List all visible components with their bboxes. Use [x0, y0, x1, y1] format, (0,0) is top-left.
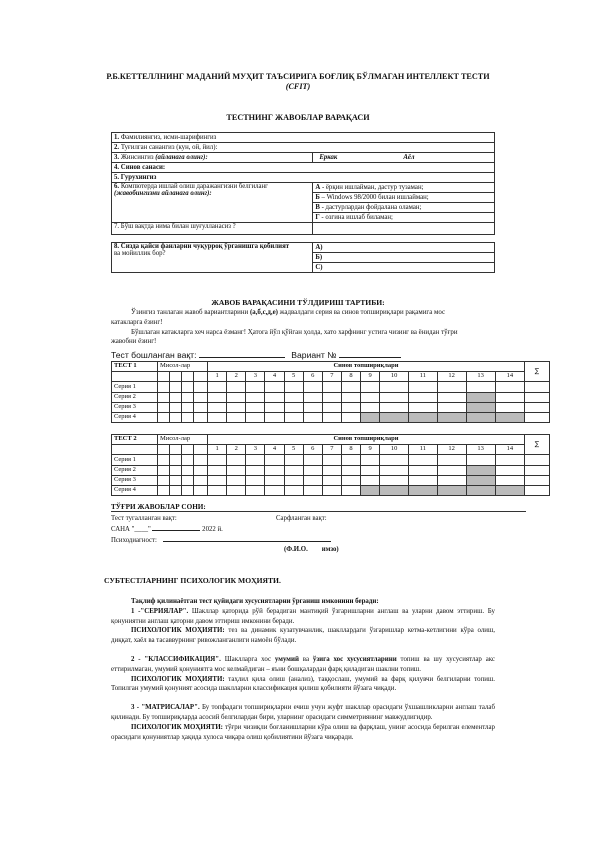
task-number: 6 [303, 372, 322, 382]
test2-sum-icon: ∑ [525, 435, 550, 455]
task-number: 2 [227, 445, 246, 455]
example-answer-cell[interactable] [170, 455, 182, 465]
task-answer-cell[interactable] [284, 402, 303, 412]
test1-label: ТЕСТ 1 [112, 362, 158, 372]
task-number: 9 [361, 445, 380, 455]
task-answer-cell[interactable] [246, 382, 265, 392]
series-label: Серия 4 [112, 412, 158, 422]
info-row-group [112, 173, 495, 183]
task-answer-cell [380, 412, 409, 422]
gender-male[interactable]: Еркак [319, 153, 338, 161]
task-answer-cell[interactable] [265, 465, 284, 475]
task-number: 7 [322, 372, 341, 382]
series-label: Серия 1 [112, 455, 158, 465]
series-row [112, 412, 550, 422]
task-answer-cell[interactable] [341, 465, 360, 475]
task-answer-cell[interactable] [227, 455, 246, 465]
series-row [112, 402, 550, 412]
task-answer-cell [466, 412, 495, 422]
task-answer-cell[interactable] [303, 465, 322, 475]
subtest-3: 3 - "МАТРИСАЛАР". Бу топфадаги топшириқларни ечиш учун жуфт шакллар орасидаги ўхшашликларни англаш талаб қилинади. Бу топшириқларда асосий белгилардан бири, уларнинг орасидаги симметриянинг мавжудлигидир. [111, 704, 495, 721]
psychodiagnost-label: Психодиагност: [111, 537, 157, 544]
task-answer-cell[interactable] [409, 392, 437, 402]
task-answer-cell[interactable] [341, 412, 360, 422]
task-answer-cell[interactable] [284, 382, 303, 392]
task-answer-cell[interactable] [361, 392, 380, 402]
document-title: Р.Б.КЕТТЕЛЛНИНГ МАДАНИЙ МУҲИТ ТАЪСИРИГА БОҒЛИҚ БЎЛМАГАН ИНТЕЛЛЕКТ ТЕСТИ [106, 72, 490, 81]
gender-label: 3. Жинсингиз (айланага олинг): [112, 153, 313, 163]
example-answer-cell[interactable] [158, 455, 170, 465]
example-answer-cell[interactable] [170, 485, 182, 495]
series-label: Серия 3 [112, 402, 158, 412]
task-number: 4 [265, 445, 284, 455]
task-answer-cell[interactable] [437, 392, 466, 402]
task-answer-cell[interactable] [437, 382, 466, 392]
task-answer-cell[interactable] [322, 475, 341, 485]
variant-field[interactable] [339, 351, 401, 358]
computer-skill-label: 6. Компютерда ишлай олиш даражангизни белгиланг (жавобингизни айланага олинг): [112, 183, 313, 223]
example-header-cell [182, 372, 194, 382]
subtests-intro: Тақлиф қилинаётган тест қуйидаги хусусиятларни ўрганиш имконини беради: [131, 598, 379, 605]
task-answer-cell[interactable] [361, 455, 380, 465]
task-answer-cell[interactable] [303, 455, 322, 465]
task-answer-cell[interactable] [227, 485, 246, 495]
series-sum-cell[interactable] [525, 382, 550, 392]
task-answer-cell[interactable] [284, 475, 303, 485]
task-answer-cell[interactable] [409, 382, 437, 392]
example-answer-cell[interactable] [182, 465, 194, 475]
task-answer-cell[interactable] [303, 402, 322, 412]
series-sum-cell[interactable] [525, 455, 550, 465]
task-answer-cell[interactable] [437, 402, 466, 412]
task-number: 2 [227, 372, 246, 382]
task-answer-cell[interactable] [495, 402, 524, 412]
example-answer-cell[interactable] [182, 485, 194, 495]
task-answer-cell[interactable] [495, 475, 524, 485]
task-number: 1 [208, 372, 227, 382]
task-answer-cell [409, 412, 437, 422]
task-answer-cell[interactable] [341, 485, 360, 495]
date-row [111, 524, 223, 534]
task-answer-cell[interactable] [265, 455, 284, 465]
series-sum-cell[interactable] [525, 412, 550, 422]
example-answer-cell[interactable] [194, 465, 208, 475]
task-answer-cell [495, 412, 524, 422]
test2-tasks-header: Синов топшириқлари [208, 435, 525, 445]
example-answer-cell[interactable] [170, 412, 182, 422]
gender-female[interactable]: Аёл [403, 153, 415, 161]
hobby-label: 7. Бўш вақтда нима билан шуғулланасиз ? [112, 223, 313, 235]
psychodiagnost-field[interactable] [163, 535, 331, 542]
task-number: 10 [380, 445, 409, 455]
skill-option-a[interactable]: А - ёрқин ишлайман, дастур тузаман; [313, 183, 495, 193]
info-row-birth [112, 143, 495, 153]
series-row [112, 465, 550, 475]
task-answer-cell[interactable] [246, 465, 265, 475]
task-answer-cell [466, 485, 495, 495]
example-answer-cell[interactable] [182, 382, 194, 392]
example-header-cell [170, 445, 182, 455]
example-answer-cell[interactable] [182, 412, 194, 422]
task-answer-cell[interactable] [303, 485, 322, 495]
skill-option-b[interactable]: Б – Windows 98/2000 билан ишлайман; [313, 193, 495, 203]
task-answer-cell[interactable] [246, 475, 265, 485]
example-answer-cell[interactable] [158, 402, 170, 412]
task-answer-cell[interactable] [265, 412, 284, 422]
test1-examples-header: Мисол-лар [158, 362, 208, 372]
series-sum-cell[interactable] [525, 465, 550, 475]
task-answer-cell[interactable] [341, 382, 360, 392]
example-answer-cell[interactable] [182, 455, 194, 465]
task-answer-cell [466, 465, 495, 475]
test1-column-numbers [112, 372, 550, 382]
example-header-cell [158, 445, 170, 455]
example-answer-cell[interactable] [170, 382, 182, 392]
info-table [111, 132, 495, 273]
signature-caption: (Ф.И.О. имзо) [284, 546, 339, 553]
task-answer-cell[interactable] [322, 402, 341, 412]
task-answer-cell[interactable] [322, 382, 341, 392]
example-answer-cell[interactable] [182, 475, 194, 485]
task-answer-cell[interactable] [284, 465, 303, 475]
example-answer-cell[interactable] [194, 412, 208, 422]
subject-answer-b[interactable]: Б) [313, 253, 495, 263]
task-answer-cell[interactable] [246, 485, 265, 495]
task-answer-cell[interactable] [227, 465, 246, 475]
task-answer-cell[interactable] [208, 485, 227, 495]
series-sum-cell[interactable] [525, 475, 550, 485]
task-answer-cell[interactable] [265, 392, 284, 402]
series-row [112, 485, 550, 495]
task-answer-cell[interactable] [380, 475, 409, 485]
test2-column-numbers [112, 445, 550, 455]
psychodiagnost-row [111, 535, 331, 545]
task-answer-cell[interactable] [208, 465, 227, 475]
task-answer-cell[interactable] [246, 412, 265, 422]
empty-header-cell [112, 372, 158, 382]
document-title-abbrev: (CFIT) [285, 82, 311, 91]
skill-option-v[interactable]: В - дастурлардан фойдалана оламан; [313, 203, 495, 213]
example-answer-cell[interactable] [182, 402, 194, 412]
example-answer-cell[interactable] [194, 455, 208, 465]
task-answer-cell[interactable] [265, 485, 284, 495]
task-answer-cell[interactable] [322, 465, 341, 475]
task-answer-cell[interactable] [208, 412, 227, 422]
task-answer-cell[interactable] [361, 475, 380, 485]
task-answer-cell[interactable] [322, 412, 341, 422]
test-date-field[interactable]: 4. Синов санаси: [112, 163, 495, 173]
date-year: 2022 й. [202, 526, 223, 533]
task-answer-cell[interactable] [437, 465, 466, 475]
example-answer-cell[interactable] [170, 402, 182, 412]
subtest-2: 2 - "КЛАССИФИКАЦИЯ". Шаклларга хос умумий ва ўзига хос хусусиятларини топиш ва шу хусусиятлар акс еттирилмаган, умумий қонуниятга мос келмайдиган – яъни бошқалардан фарқ қиладиган шаклни топиш. [111, 655, 495, 673]
task-answer-cell[interactable] [322, 392, 341, 402]
series-row [112, 392, 550, 402]
task-answer-cell[interactable] [284, 412, 303, 422]
task-answer-cell[interactable] [322, 485, 341, 495]
task-answer-cell[interactable] [341, 455, 360, 465]
task-answer-cell[interactable] [227, 382, 246, 392]
series-row [112, 382, 550, 392]
task-number: 8 [341, 372, 360, 382]
start-time-row [111, 350, 401, 360]
subjects-label: 8. Сизда қайси фанларни чуқурроқ ўрганишга қобилият ва мойиллик бор? [112, 243, 313, 273]
task-answer-cell[interactable] [284, 485, 303, 495]
series-label: Серия 4 [112, 485, 158, 495]
series-sum-cell[interactable] [525, 402, 550, 412]
task-answer-cell[interactable] [303, 412, 322, 422]
task-answer-cell [361, 485, 380, 495]
instructions-title: ЖАВОБ ВАРАҚАСИНИ ТЎЛДИРИШ ТАРТИБИ: [211, 298, 385, 307]
task-answer-cell[interactable] [265, 382, 284, 392]
series-row [112, 475, 550, 485]
task-answer-cell[interactable] [284, 392, 303, 402]
task-answer-cell[interactable] [303, 392, 322, 402]
subtest-1: 1 -"СЕРИЯЛАР". Шакллар қаторида рўй берадиган мантиқий ўзгаришларни англаш ва уларни давом эттириш. Бу қонуниятни англаш қаторни давом эттириш имконини беради. [111, 607, 495, 625]
spacer-row [112, 235, 495, 243]
task-answer-cell[interactable] [341, 475, 360, 485]
task-answer-cell[interactable] [409, 475, 437, 485]
task-answer-cell[interactable] [380, 465, 409, 475]
series-sum-cell[interactable] [525, 485, 550, 495]
task-answer-cell [380, 485, 409, 495]
example-answer-cell[interactable] [194, 382, 208, 392]
example-header-cell [194, 372, 208, 382]
task-number: 13 [466, 372, 495, 382]
example-answer-cell[interactable] [158, 475, 170, 485]
example-answer-cell[interactable] [182, 392, 194, 402]
series-label: Серия 2 [112, 392, 158, 402]
task-number: 9 [361, 372, 380, 382]
task-number: 3 [246, 445, 265, 455]
task-answer-cell[interactable] [495, 382, 524, 392]
example-answer-cell[interactable] [170, 475, 182, 485]
task-answer-cell[interactable] [208, 392, 227, 402]
task-answer-cell[interactable] [437, 475, 466, 485]
gender-options[interactable] [313, 153, 495, 163]
example-answer-cell[interactable] [158, 465, 170, 475]
series-label: Серия 3 [112, 475, 158, 485]
instructions-text: Ўзингиз танлаган жавоб вариантларини (а,б,с,д,е) жадвалдаги серия ва синов топшириқлари рақамига мос катакларга ёзинг! Бўшлаган катакларга хеч нарса ёзманг! Ҳатога йўл қўйган ҳолда, хато харфнинг устига чизинг ва ёнидан тўғри жавобни ёзинг! [111, 309, 458, 346]
test1-tasks-header: Синов топшириқлари [208, 362, 525, 372]
example-answer-cell[interactable] [170, 465, 182, 475]
example-answer-cell[interactable] [158, 382, 170, 392]
task-answer-cell[interactable] [466, 382, 495, 392]
task-answer-cell[interactable] [265, 402, 284, 412]
example-answer-cell[interactable] [158, 392, 170, 402]
task-answer-cell[interactable] [437, 455, 466, 465]
task-answer-cell[interactable] [227, 402, 246, 412]
example-header-cell [182, 445, 194, 455]
task-answer-cell[interactable] [409, 465, 437, 475]
subtests-body [111, 597, 495, 742]
example-header-cell [194, 445, 208, 455]
task-answer-cell [495, 485, 524, 495]
test1-sum-icon: ∑ [525, 362, 550, 382]
task-answer-cell[interactable] [227, 412, 246, 422]
task-answer-cell [466, 392, 495, 402]
subject-answer-a[interactable]: А) [313, 243, 495, 253]
example-header-cell [170, 372, 182, 382]
task-answer-cell [361, 412, 380, 422]
name-field[interactable]: 1. Фамилиянгиз, исми-шарифингиз [112, 133, 495, 143]
task-number: 7 [322, 445, 341, 455]
variant-label: Вариант № [291, 350, 337, 360]
task-number: 6 [303, 445, 322, 455]
task-answer-cell[interactable] [495, 465, 524, 475]
task-answer-cell[interactable] [409, 455, 437, 465]
task-answer-cell [466, 402, 495, 412]
series-row [112, 455, 550, 465]
hobby-field[interactable] [313, 223, 495, 235]
subtest-2-psy: ПСИХОЛОГИК МОҲИЯТИ: таҳлил қила олиш (анализ), таққослаш, умумий ва фарқ қилувчи белгиларни топиш. Топилган умумий қонуният асосида шаклларни классификация қилиш қобилияти йўзага чиқади. [111, 675, 495, 693]
task-answer-cell[interactable] [341, 392, 360, 402]
example-answer-cell[interactable] [170, 392, 182, 402]
task-answer-cell [409, 485, 437, 495]
task-number: 4 [265, 372, 284, 382]
series-label: Серия 1 [112, 382, 158, 392]
task-answer-cell[interactable] [227, 392, 246, 402]
subtests-title: СУБТЕСТЛАРНИНГ ПСИХОЛОГИК МОҲИЯТИ. [104, 576, 281, 585]
info-row-name [112, 133, 495, 143]
skill-option-g[interactable]: Г - озгина ишлаб биламан; [313, 213, 495, 223]
task-number: 14 [495, 445, 524, 455]
task-answer-cell[interactable] [380, 402, 409, 412]
task-answer-cell [437, 412, 466, 422]
task-answer-cell[interactable] [246, 455, 265, 465]
task-number: 10 [380, 372, 409, 382]
test1-answer-grid [111, 361, 550, 423]
task-answer-cell[interactable] [361, 402, 380, 412]
task-answer-cell[interactable] [284, 455, 303, 465]
info-row-date [112, 163, 495, 173]
document-subtitle: ТЕСТНИНГ ЖАВОБЛАР ВАРАҚАСИ [226, 113, 370, 122]
task-number: 11 [409, 372, 437, 382]
test2-examples-header: Мисол-лар [158, 435, 208, 445]
task-answer-cell[interactable] [361, 465, 380, 475]
task-answer-cell [466, 475, 495, 485]
group-field[interactable]: 5. Гурухингиз [112, 173, 495, 183]
example-answer-cell[interactable] [158, 485, 170, 495]
task-number: 5 [284, 372, 303, 382]
example-answer-cell[interactable] [194, 475, 208, 485]
end-time-label: Тест тугалланган вақт: [111, 515, 177, 522]
task-answer-cell[interactable] [361, 382, 380, 392]
task-number: 11 [409, 445, 437, 455]
start-time-field[interactable] [199, 351, 285, 358]
subtest-3-psy: ПСИХОЛОГИК МОҲИЯТИ: тўғри чизиқли боғланишларни кўра олиш ва фарқлаш, унинг асосида берилган елементлар орасидаги қонуниятлар ҳақида хулоса чиқара олиш қобилиятини йўзага чиқаради. [111, 723, 495, 741]
example-answer-cell[interactable] [194, 485, 208, 495]
task-answer-cell[interactable] [265, 475, 284, 485]
task-answer-cell[interactable] [495, 455, 524, 465]
subject-answer-c[interactable]: С) [313, 263, 495, 273]
task-number: 13 [466, 445, 495, 455]
task-answer-cell[interactable] [466, 455, 495, 465]
subtest-1-psy: ПСИХОЛОГИК МОҲИЯТИ: тез ва динамик кузатувчанлик, шакллардаги ўзгаришлар кетма-кетлигини кўра олиш, диққат, хаёл ва тасаввурнинг ривожланганлиги намоён бўлади. [111, 627, 495, 645]
example-answer-cell[interactable] [158, 412, 170, 422]
task-answer-cell[interactable] [495, 392, 524, 402]
info-row-gender [112, 153, 495, 163]
spent-time-label: Сарфланган вақт: [276, 515, 327, 522]
task-number: 1 [208, 445, 227, 455]
task-answer-cell[interactable] [246, 392, 265, 402]
start-time-label: Тест бошланган вақт: [111, 350, 197, 360]
task-number: 12 [437, 445, 466, 455]
date-field[interactable] [152, 524, 200, 531]
task-answer-cell[interactable] [380, 455, 409, 465]
task-answer-cell[interactable] [341, 402, 360, 412]
task-answer-cell[interactable] [227, 475, 246, 485]
example-answer-cell[interactable] [194, 392, 208, 402]
task-answer-cell[interactable] [303, 382, 322, 392]
task-answer-cell [437, 485, 466, 495]
example-header-cell [158, 372, 170, 382]
task-number: 12 [437, 372, 466, 382]
task-answer-cell[interactable] [208, 475, 227, 485]
empty-header-cell [112, 445, 158, 455]
task-number: 14 [495, 372, 524, 382]
task-number: 8 [341, 445, 360, 455]
task-answer-cell[interactable] [322, 455, 341, 465]
date-label: САНА "____" [111, 526, 151, 533]
series-label: Серия 2 [112, 465, 158, 475]
test2-label: ТЕСТ 2 [112, 435, 158, 445]
task-number: 3 [246, 372, 265, 382]
example-answer-cell[interactable] [194, 402, 208, 412]
task-answer-cell[interactable] [303, 475, 322, 485]
task-answer-cell[interactable] [409, 402, 437, 412]
correct-answers-total: ТЎҒРИ ЖАВОБЛАР СОНИ: [111, 503, 526, 512]
task-answer-cell[interactable] [208, 382, 227, 392]
task-number: 5 [284, 445, 303, 455]
task-answer-cell[interactable] [208, 402, 227, 412]
series-sum-cell[interactable] [525, 392, 550, 402]
task-answer-cell[interactable] [380, 382, 409, 392]
birthdate-field[interactable]: 2. Туғилган санангиз (кун, ой, йил): [112, 143, 495, 153]
test2-answer-grid [111, 434, 550, 496]
task-answer-cell[interactable] [208, 455, 227, 465]
task-answer-cell[interactable] [246, 402, 265, 412]
task-answer-cell[interactable] [380, 392, 409, 402]
